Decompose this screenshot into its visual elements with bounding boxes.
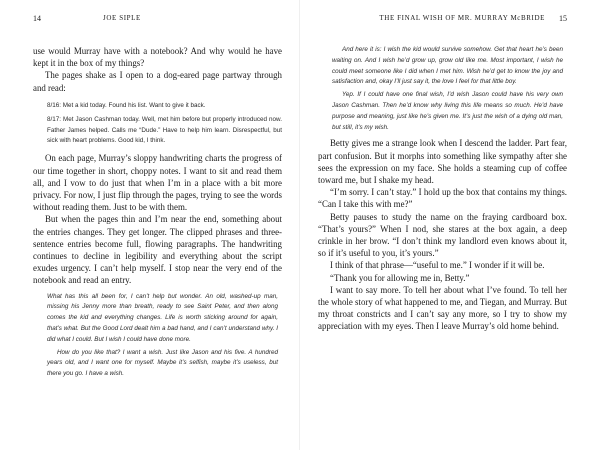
paragraph: “I’m sorry. I can’t stay.” I hold up the box that contains my things. “Can I take this with me?” xyxy=(318,187,567,210)
italic-entry: What has this all been for, I can’t help but wonder. An old, washed-up man, missing his Jenny more than breath, ready to see Saint Peter, and then along comes the kid and everything changes. Life is worth sticking around for again, that’s what. But the Good Lord dealt him a bad hand, and I can’t understand why. I did what I could. But I wish I could have done more. xyxy=(47,292,278,343)
paragraph: use would Murray have with a notebook? And why would he have kept it in the box of my things? xyxy=(33,46,282,69)
paragraph: But when the pages thin and I’m near the end, something about the entries changes. They get longer. The clipped phrases and three-sentence entries become full, flowing paragraphs. The handwriting continues to decline in legibility and everything about the script exudes urgency. I can’t help myself. I stop near the very end of the notebook and read an entry. xyxy=(33,214,282,286)
page-number: 14 xyxy=(33,14,41,23)
right-page-body xyxy=(318,45,567,333)
paragraph: I want to say more. To tell her about what I’ve found. To tell her the whole story of what happened to me, and Tiegan, and Murray. But my throat constricts and I can’t say any more, so I try to show my appreciation with my eyes. Then I leave Murray’s old home behind. xyxy=(318,284,567,332)
right-page xyxy=(300,0,600,450)
left-running-header xyxy=(33,0,282,22)
paragraph: The pages shake as I open to a dog-eared page partway through and read: xyxy=(33,70,282,93)
page-number: 15 xyxy=(559,14,567,23)
paragraph: I think of that phrase—“useful to me.” I wonder if it will be. xyxy=(330,260,545,271)
italic-entry: And here it is: I wish the kid would survive somehow. Get that heart he’s been waiting on. And I wish he’d grow up, grow old like me. Most important, I wish he could meet someone like I did when I met him. Wish he’d get to know the joy and satisfaction and, okay I’ll just say it, the love I feel for that little boy. xyxy=(332,46,563,86)
notebook-entry: 8/16: Met a kid today. Found his list. Want to give it back. xyxy=(47,101,206,109)
italic-entry: How do you like that? I want a wish. Just like Jason and his five. A hundred years old, and I want one for myself. Maybe it’s selfish, maybe it’s useless, but there you go. I have a wish. xyxy=(47,348,278,378)
paragraph: On each page, Murray’s sloppy handwriting charts the progress of our time together in short, choppy notes. I want to sit and read them all, and I vow to do just that when I’m in a place with a bit more privacy. For now, I just flip through the pages, trying to see the words without reading them. Just to be with them. xyxy=(33,153,282,213)
notebook-entry: 8/17: Met Jason Cashman today. Well, met him before but properly introduced now. Father James helped. Calls me “Dude.” Have to help him learn. Disrespectful, but sick with heart problems. Good kid, I think. xyxy=(47,116,282,145)
italic-entry: Yep. If I could have one final wish, I’d wish Jason could have his very own Jason Cashman. Then he’d know why living this life means so much. He’d have purpose and meaning, just like he’s given me. It’s just the wish of a dying old man, but still, it’s my wish. xyxy=(332,91,563,131)
paragraph: “Thank you for allowing me in, Betty.” xyxy=(330,272,470,283)
right-running-header xyxy=(318,0,567,22)
left-page-body xyxy=(33,45,282,380)
paragraph: Betty gives me a strange look when I descend the ladder. Part fear, part confusion. But it morphs into something like sympathy after she sees the expression on my face. She holds a steaming cup of coffee toward me, but I shake my head. xyxy=(318,138,567,185)
running-head-title: THE FINAL WISH OF MR. MURRAY McBRIDE xyxy=(379,14,545,22)
running-head-author: JOE SIPLE xyxy=(103,14,141,22)
paragraph: Betty pauses to study the name on the fraying cardboard box. “That’s yours?” When I nod, she stares at the box again, a deep crinkle in her brow. “I don’t think my landlord even knows about it, so if it’s useful to you, it’s yours.” xyxy=(318,211,567,259)
